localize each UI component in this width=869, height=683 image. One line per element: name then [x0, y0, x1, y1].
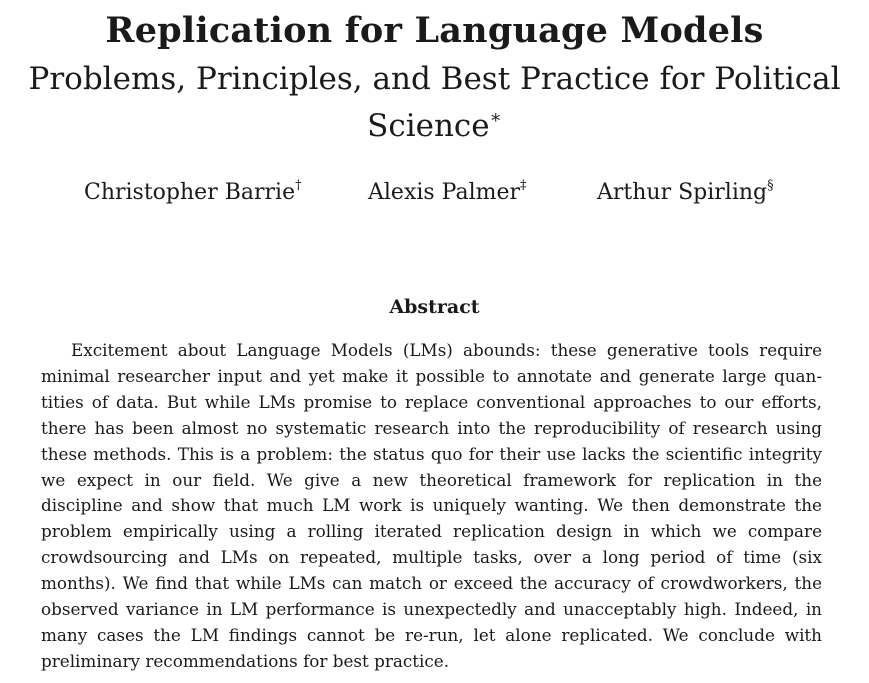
- author-name: Christopher Barrie: [84, 180, 296, 205]
- author-barrie: [84, 180, 302, 205]
- author-list: [0, 180, 869, 220]
- author-footnote-mark: §: [767, 178, 774, 193]
- paper-subtitle: [0, 56, 869, 150]
- subtitle-footnote-mark: ∗: [489, 107, 502, 128]
- subtitle-text: Problems, Principles, and Best Practice for Political Science: [28, 61, 841, 144]
- author-palmer: [368, 180, 527, 205]
- abstract-heading: Abstract: [389, 296, 480, 318]
- author-name: Arthur Spirling: [597, 180, 768, 205]
- title-block: [0, 6, 869, 150]
- author-footnote-mark: †: [295, 178, 302, 193]
- author-spirling: [597, 180, 774, 205]
- paper-title: Replication for Language Models: [105, 10, 764, 51]
- author-footnote-mark: ‡: [520, 178, 527, 193]
- author-name: Alexis Palmer: [368, 180, 521, 205]
- abstract-text: Excitement about Language Models (LMs) abounds: these generative tools require minimal researcher input and yet make it possible to annotate and generate large quantities of data. But while LMs promise to replace conventional approaches to our efforts, there has been almost no systematic research into the reproducibility of research using these methods. This is a problem: the status quo for their use lacks the scientific integrity we expect in our field. We give a new theoretical framework for replication in the discipline and show that much LM work is uniquely wanting. We then demonstrate the problem empirically using a rolling iterated replication design in which we compare crowdsourcing and LMs on repeated, multiple tasks, over a long period of time (six months). We find that while LMs can match or exceed the accuracy of crowdworkers, the observed variance in LM performance is unexpectedly and unacceptably high. Indeed, in many cases the LM findings cannot be re-run, let alone replicated. We conclude with preliminary recommendations for best practice.: [41, 340, 822, 671]
